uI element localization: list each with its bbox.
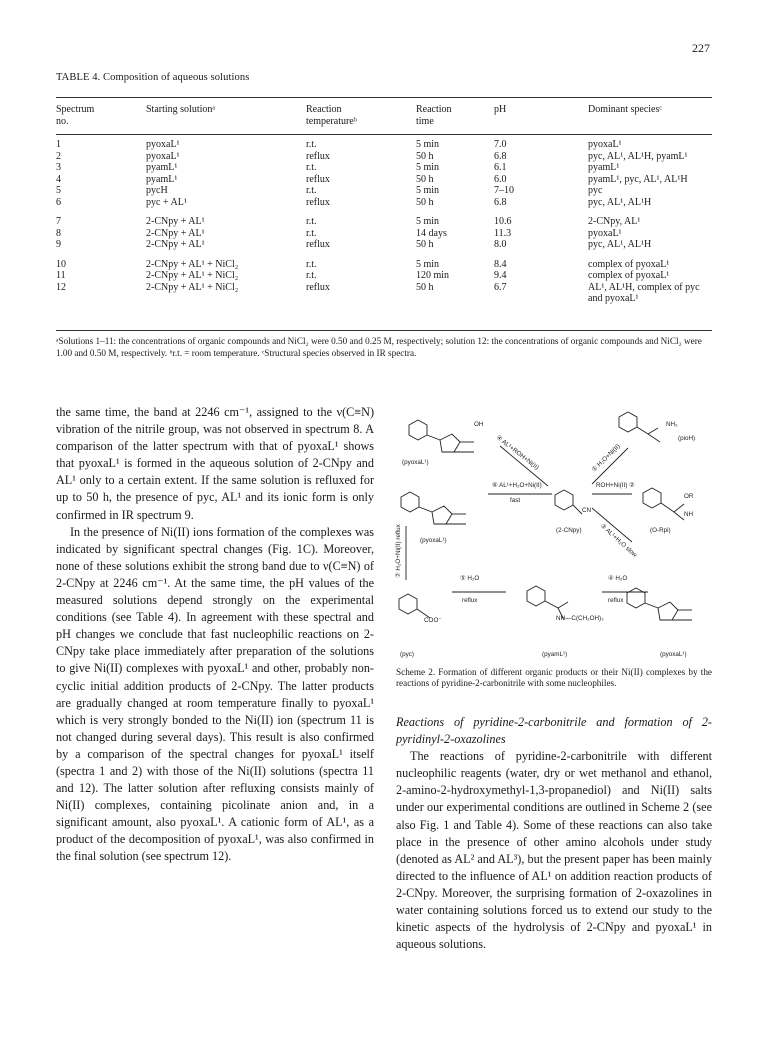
label-coo: COO⁻ [424,617,442,624]
table-cell: pyc, AL¹, AL¹H, pyamL¹ [588,150,688,162]
orpi-structure [643,488,684,520]
col-header-starting-solution: Starting solutionᵃ [146,104,216,115]
table-caption: TABLE 4. Composition of aqueous solutions [56,72,250,83]
table-cell: 5 min [416,216,440,227]
table-cell: 5 [56,185,61,196]
table-cell: pyoxaL¹ [588,139,622,150]
pyoxaL-structure-top [409,420,474,452]
paragraph: In the presence of Ni(II) ions formation of the complexes was indicated by significant spectral changes (Fig. 1C). Moreover, none of these solutions exhibit the strong band due to ν(C≡N) of 2-CNpy at 2246 cm⁻¹. At the same time, the pH values of the measured solutions depend strongly on the experimental conditions (see Table 4). In agreement with these spectral and pH changes we conclude that fast nucleophilic reactions on 2-CNpy take place immediately after preparation of the solutions to give Ni(II) complexes with pyoxaL¹ and other, probably non-cyclic initial addition products of 2-CNpy. The latter products are gradually changed at room temperature finally to pyoxaL¹ which is very strongly bonded to the Ni(II) ion (spectrum 11 is not changed during several days). This result is also confirmed by a comparison of the spectral changes for pyoxaL¹ itself (spectra 1 and 2) with those of the Ni(II) solutions (spectra 11 and 12). The latter solution after refluxing consists mainly of Ni(II) complexes, containing picolinate anion and, in a significant amount, also pyoxaL¹. A cationic form of AL¹, as a product of the decomposition of pyoxaL¹, was also confirmed in the final solution (see spectrum 12). [56,524,374,864]
table-cell: reflux [306,196,330,208]
table-cell: 50 h [416,281,434,293]
label-nh: NH [684,511,694,518]
table-cell: 12 [56,281,66,293]
label-pioH: (pioH) [678,435,696,442]
pyc-structure [399,594,430,618]
table-cell: 11 [56,270,66,281]
label-orpi: (O-Rpi) [650,527,671,534]
pyoxaL-structure-bottom [627,588,692,620]
label-reflux-1: reflux [462,597,478,604]
table-cell: 5 min [416,139,440,150]
table-row [56,185,712,197]
table-row [56,282,712,305]
table-cell: pyamL¹ [146,173,178,185]
scheme-2-diagram [396,408,712,660]
table-top-rule [56,97,712,98]
table-cell: pyamL¹ [146,162,178,173]
label-nhc: NH—C(CH₂OH)₃ [556,615,604,622]
table-cell: pyamL¹ [588,162,620,173]
col-header-ph: pH [494,104,507,115]
table-cell: r.t. [306,185,317,196]
scheme-caption: Scheme 2. Formation of different organic products or their Ni(II) complexes by the reactions of pyridine-2-carbonitrile with some nucleophiles. [396,667,712,689]
table-cell: 9.4 [494,270,507,281]
label-step4: ④ AL¹+ROH+Ni(II) [494,434,540,472]
table-cell: reflux [306,150,330,162]
label-nh2: NH₂ [666,421,678,428]
label-oh: OH [474,421,484,428]
table-cell: r.t. [306,270,317,281]
label-or: OR [684,493,694,500]
pyoxaL-structure-mid [401,492,466,524]
label-pyamL: (pyamL¹) [542,651,568,658]
label-pyoxaL-bottom: (pyoxaL¹) [660,651,687,658]
table-cell: r.t. [306,139,317,150]
table-cell: 14 days [416,227,447,239]
paragraph: The reactions of pyridine-2-carbonitrile with different nucleophilic reagents (water, dry or wet methanol and ethanol, 2-amino-2-hydroxymethyl-1,3-propanediol) and Ni(II) salts under our experimental conditions are outlined in Scheme 2 (see also Fig. 1 and Table 4). Some of these reactions can also take place in the presence of other amino alcohols under study (denoted as AL² and AL³), but the present paper has been mainly directed to the influence of AL¹ on addition reaction products of 2-CNpy. Moreover, the surprising formation of 2-oxazolines in water containing solutions forced us to extend our study to the kinetic aspects of the hydrolysis of 2-CNpy and pyoxaL¹ in aqueous solutions. [396,749,712,952]
label-step2: ROH+Ni(II) ② [596,482,635,489]
label-step7: ⑦ H₂O+Ni(II) reflux [395,524,402,578]
table-row [56,139,712,151]
table-cell: pyc, AL¹, AL¹H [588,196,652,208]
col-header-species: Dominant speciesᶜ [588,104,662,115]
table-cell: pyoxaL¹ [588,227,622,239]
table-cell: 2-CNpy, AL¹ [588,216,641,227]
label-pyoxaL-mid: (pyoxaL¹) [420,537,447,544]
table-cell: 8.0 [494,239,507,250]
col-header-temperature: Reaction temperatureᵇ [306,104,357,127]
table-header-row [56,104,712,139]
table-cell: 5 min [416,162,440,173]
table-cell: 50 h [416,239,434,250]
table-cell: 6.0 [494,173,507,185]
table-cell: 9 [56,239,61,250]
table-cell: pyoxaL¹ [146,150,180,162]
table-cell: r.t. [306,258,317,270]
table-cell: 120 min [416,270,450,281]
table-row [56,228,712,240]
table-cell: 2-CNpy + AL¹ [146,216,205,227]
table-cell: 10.6 [494,216,512,227]
table-cell: 6.1 [494,162,507,173]
col-header-time: Reaction time [416,104,452,127]
table-cell: 5 min [416,185,440,196]
table-row [56,174,712,186]
table-cell: 50 h [416,196,434,208]
table-row [56,270,712,282]
label-cn: CN [582,507,592,514]
table-cell: pyc [588,185,603,196]
table-row [56,197,712,209]
table-cell: 2-CNpy + AL¹ [146,239,205,250]
pioH-structure [619,412,660,442]
table-cell: reflux [306,173,330,185]
right-column-text [396,714,712,953]
table-cell: pyamL¹, pyc, AL¹, AL¹H [588,173,688,185]
label-step8: ④ H₂O [608,575,628,582]
table-cell: pyc, AL¹, AL¹H [588,239,652,250]
table-cell: 7–10 [494,185,514,196]
table-cell: pyc + AL¹ [146,196,187,208]
table-cell: 7 [56,216,61,227]
label-step5: ⑤ H₂O [460,575,480,582]
label-pyoxaL-top: (pyoxaL¹) [402,459,429,466]
label-step1: ① H₂O+Ni(II) [590,442,622,474]
table-cell: 8.4 [494,258,507,270]
table-cell: pyoxaL¹ [146,139,180,150]
label-fast: fast [510,497,521,504]
table-cell: 6 [56,196,61,208]
table-cell: 7.0 [494,139,507,150]
col-header-spectrum: Spectrum no. [56,104,95,127]
table-cell: 6.7 [494,281,507,293]
table-cell: 1 [56,139,61,150]
label-step6: ⑥ AL¹+H₂O+Ni(II) [492,482,542,489]
table-row [56,251,712,271]
table-cell: reflux [306,281,330,293]
table-footnote: ᵃSolutions 1–11: the concentrations of organic compounds and NiCl₂ were 0.50 and 0.25 M, respectively; solution 12: the concentrations of organic compounds and NiCl₂ were 1.00 and 0.50 M, respectively. ᵇr.t. = room temperature. ᶜStructural species observed in IR spectra. [56,336,702,358]
table-cell: 11.3 [494,227,512,239]
table-cell: r.t. [306,162,317,173]
table-row [56,208,712,228]
table-cell: 50 h [416,173,434,185]
table-cell: 2-CNpy + AL¹ + NiCl₂ [146,281,239,293]
table-cell: 10 [56,258,66,270]
table-cell: 8 [56,227,61,239]
label-pyc: (pyc) [400,651,414,658]
cnpy-structure [555,490,582,514]
left-column-text [56,404,374,866]
table-cell: r.t. [306,227,317,239]
table-cell: 2-CNpy + AL¹ + NiCl₂ [146,258,239,270]
page-number: 227 [692,41,710,55]
table-cell: 2 [56,150,61,162]
table-row [56,239,712,251]
table-cell: 6.8 [494,196,507,208]
table-row [56,162,712,174]
table-cell: pycH [146,185,168,196]
table-cell: complex of pyoxaL¹ [588,270,670,281]
table-cell: 5 min [416,258,440,270]
table-row [56,151,712,163]
table-cell: 50 h [416,150,434,162]
label-reflux-2: reflux [608,597,624,604]
table-bottom-rule [56,330,712,331]
table-cell: 6.8 [494,150,507,162]
table-cell: complex of pyoxaL¹ [588,258,670,270]
table-cell: 4 [56,173,61,185]
table-cell: 2-CNpy + AL¹ + NiCl₂ [146,270,239,281]
table-cell: r.t. [306,216,317,227]
composition-table [56,104,712,305]
table-cell: reflux [306,239,330,250]
section-heading: Reactions of pyridine-2-carbonitrile and formation of 2-pyridinyl-2-oxazolines [396,715,712,747]
paragraph: the same time, the band at 2246 cm⁻¹, assigned to the ν(C≡N) vibration of the nitrile group, was not observed in spectrum 8. A comparison of the latter spectrum with that of pyoxaL¹ shows that pyoxaL¹ is formed in the aqueous solution of 2-CNpy and AL¹ only to a certain extent. If the same solution is refluxed for up to 50 h, the presence of pyc, AL¹ and its ionic form is only confirmed in IR spectrum 9. [56,405,374,522]
table-cell: 3 [56,162,61,173]
label-step3: ③ AL¹+H₂O slow [598,522,639,559]
table-cell: AL¹, AL¹H, complex of pyc and pyoxaL¹ [588,281,700,304]
table-cell: 2-CNpy + AL¹ [146,227,205,239]
label-cnpy: (2-CNpy) [556,527,582,534]
reaction-arrows [406,446,648,592]
